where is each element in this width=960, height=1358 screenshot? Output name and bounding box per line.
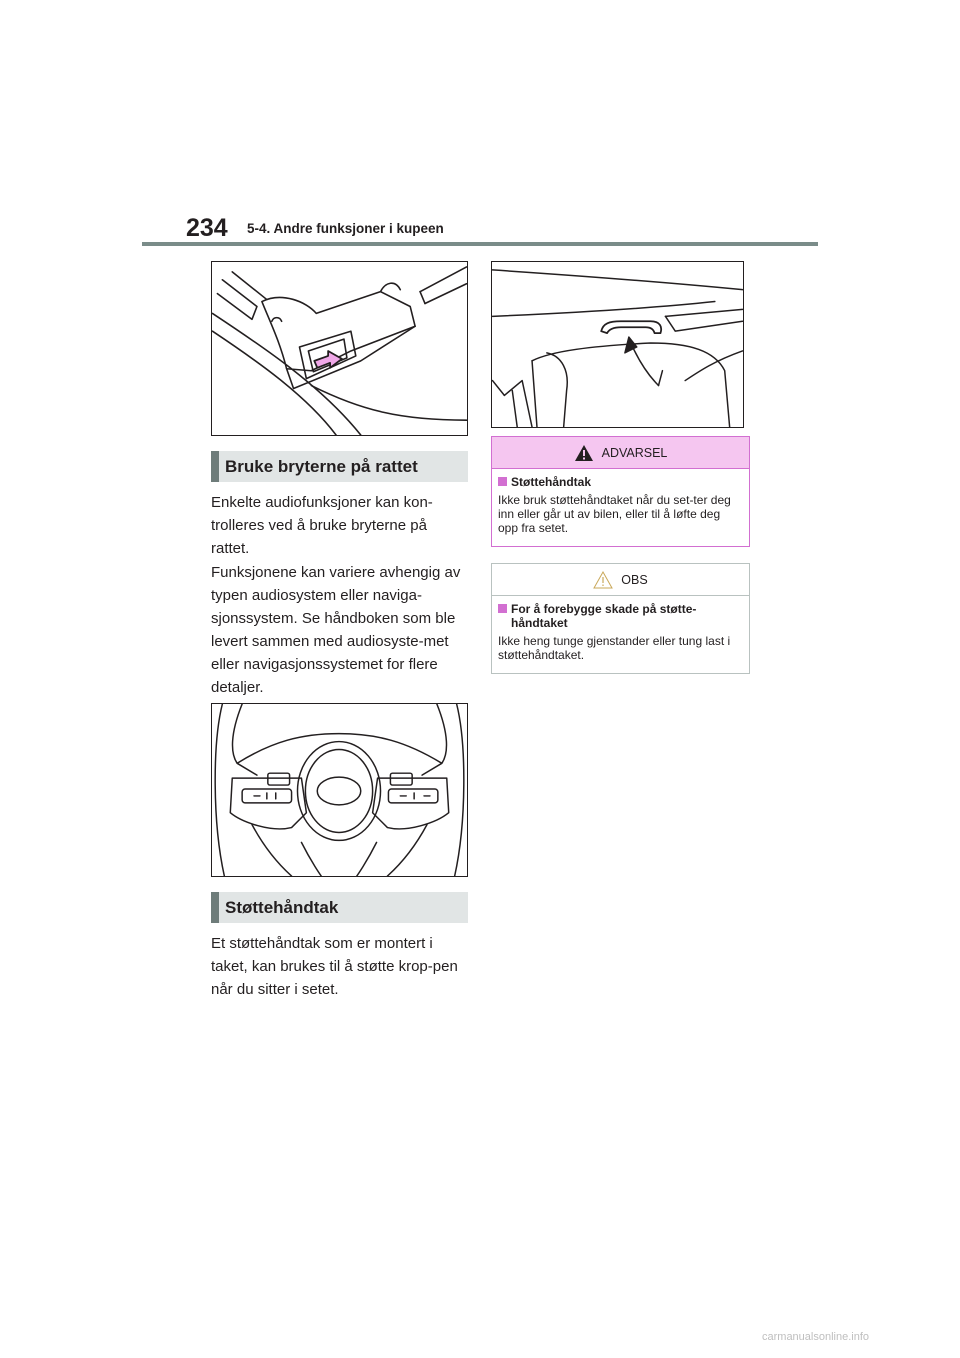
warning-text: Ikke bruk støttehåndtaket når du set-ter deg inn eller går ut av bilen, eller til å løfte deg opp fra setet. xyxy=(498,493,731,535)
notice-box xyxy=(491,563,750,674)
paragraph: Enkelte audiofunksjoner kan kon-trolleres ved å bruke bryterne på rattet. xyxy=(211,494,433,557)
watermark: carmanualsonline.info xyxy=(762,1331,870,1343)
section-heading-steering-switches: Bruke bryterne på rattet xyxy=(211,451,468,482)
notice-subtitle: For å forebygge skade på støtte-håndtaket xyxy=(511,602,697,630)
paragraph: Et støttehåndtak som er montert i taket, kan brukes til å støtte krop-pen når du sitter i setet. xyxy=(211,935,458,998)
steering-wheel-illustration xyxy=(211,703,468,877)
section-title: 5-4. Andre funksjoner i kupeen xyxy=(247,221,444,236)
assist-grip-illustration xyxy=(491,261,744,428)
page-number: 234 xyxy=(186,214,228,242)
sun-visor-illustration xyxy=(211,261,468,436)
bullet-square-icon xyxy=(498,604,507,613)
notice-text: Ikke heng tunge gjenstander eller tung last i støttehåndtaket. xyxy=(498,634,731,662)
warning-subtitle-row xyxy=(498,475,743,489)
notice-subtitle-row xyxy=(498,602,743,630)
notice-title: OBS xyxy=(621,572,648,587)
warning-box xyxy=(491,436,750,547)
warning-header xyxy=(492,437,749,469)
caution-triangle-icon xyxy=(593,571,613,589)
header-rule xyxy=(142,242,818,246)
warning-subtitle: Støttehåndtak xyxy=(511,475,592,489)
warning-title: ADVARSEL xyxy=(601,445,668,460)
notice-header xyxy=(492,564,749,596)
paragraph: Funksjonene kan variere avhengig av typen audiosystem eller naviga-sjonssystem. Se håndboken som ble levert sammen med audiosyste-met eller navigasjonssystemet for flere detaljer. xyxy=(211,564,461,696)
section-heading-assist-grip: Støttehåndtak xyxy=(211,892,468,923)
bullet-square-icon xyxy=(498,477,507,486)
warning-triangle-icon xyxy=(574,444,594,462)
